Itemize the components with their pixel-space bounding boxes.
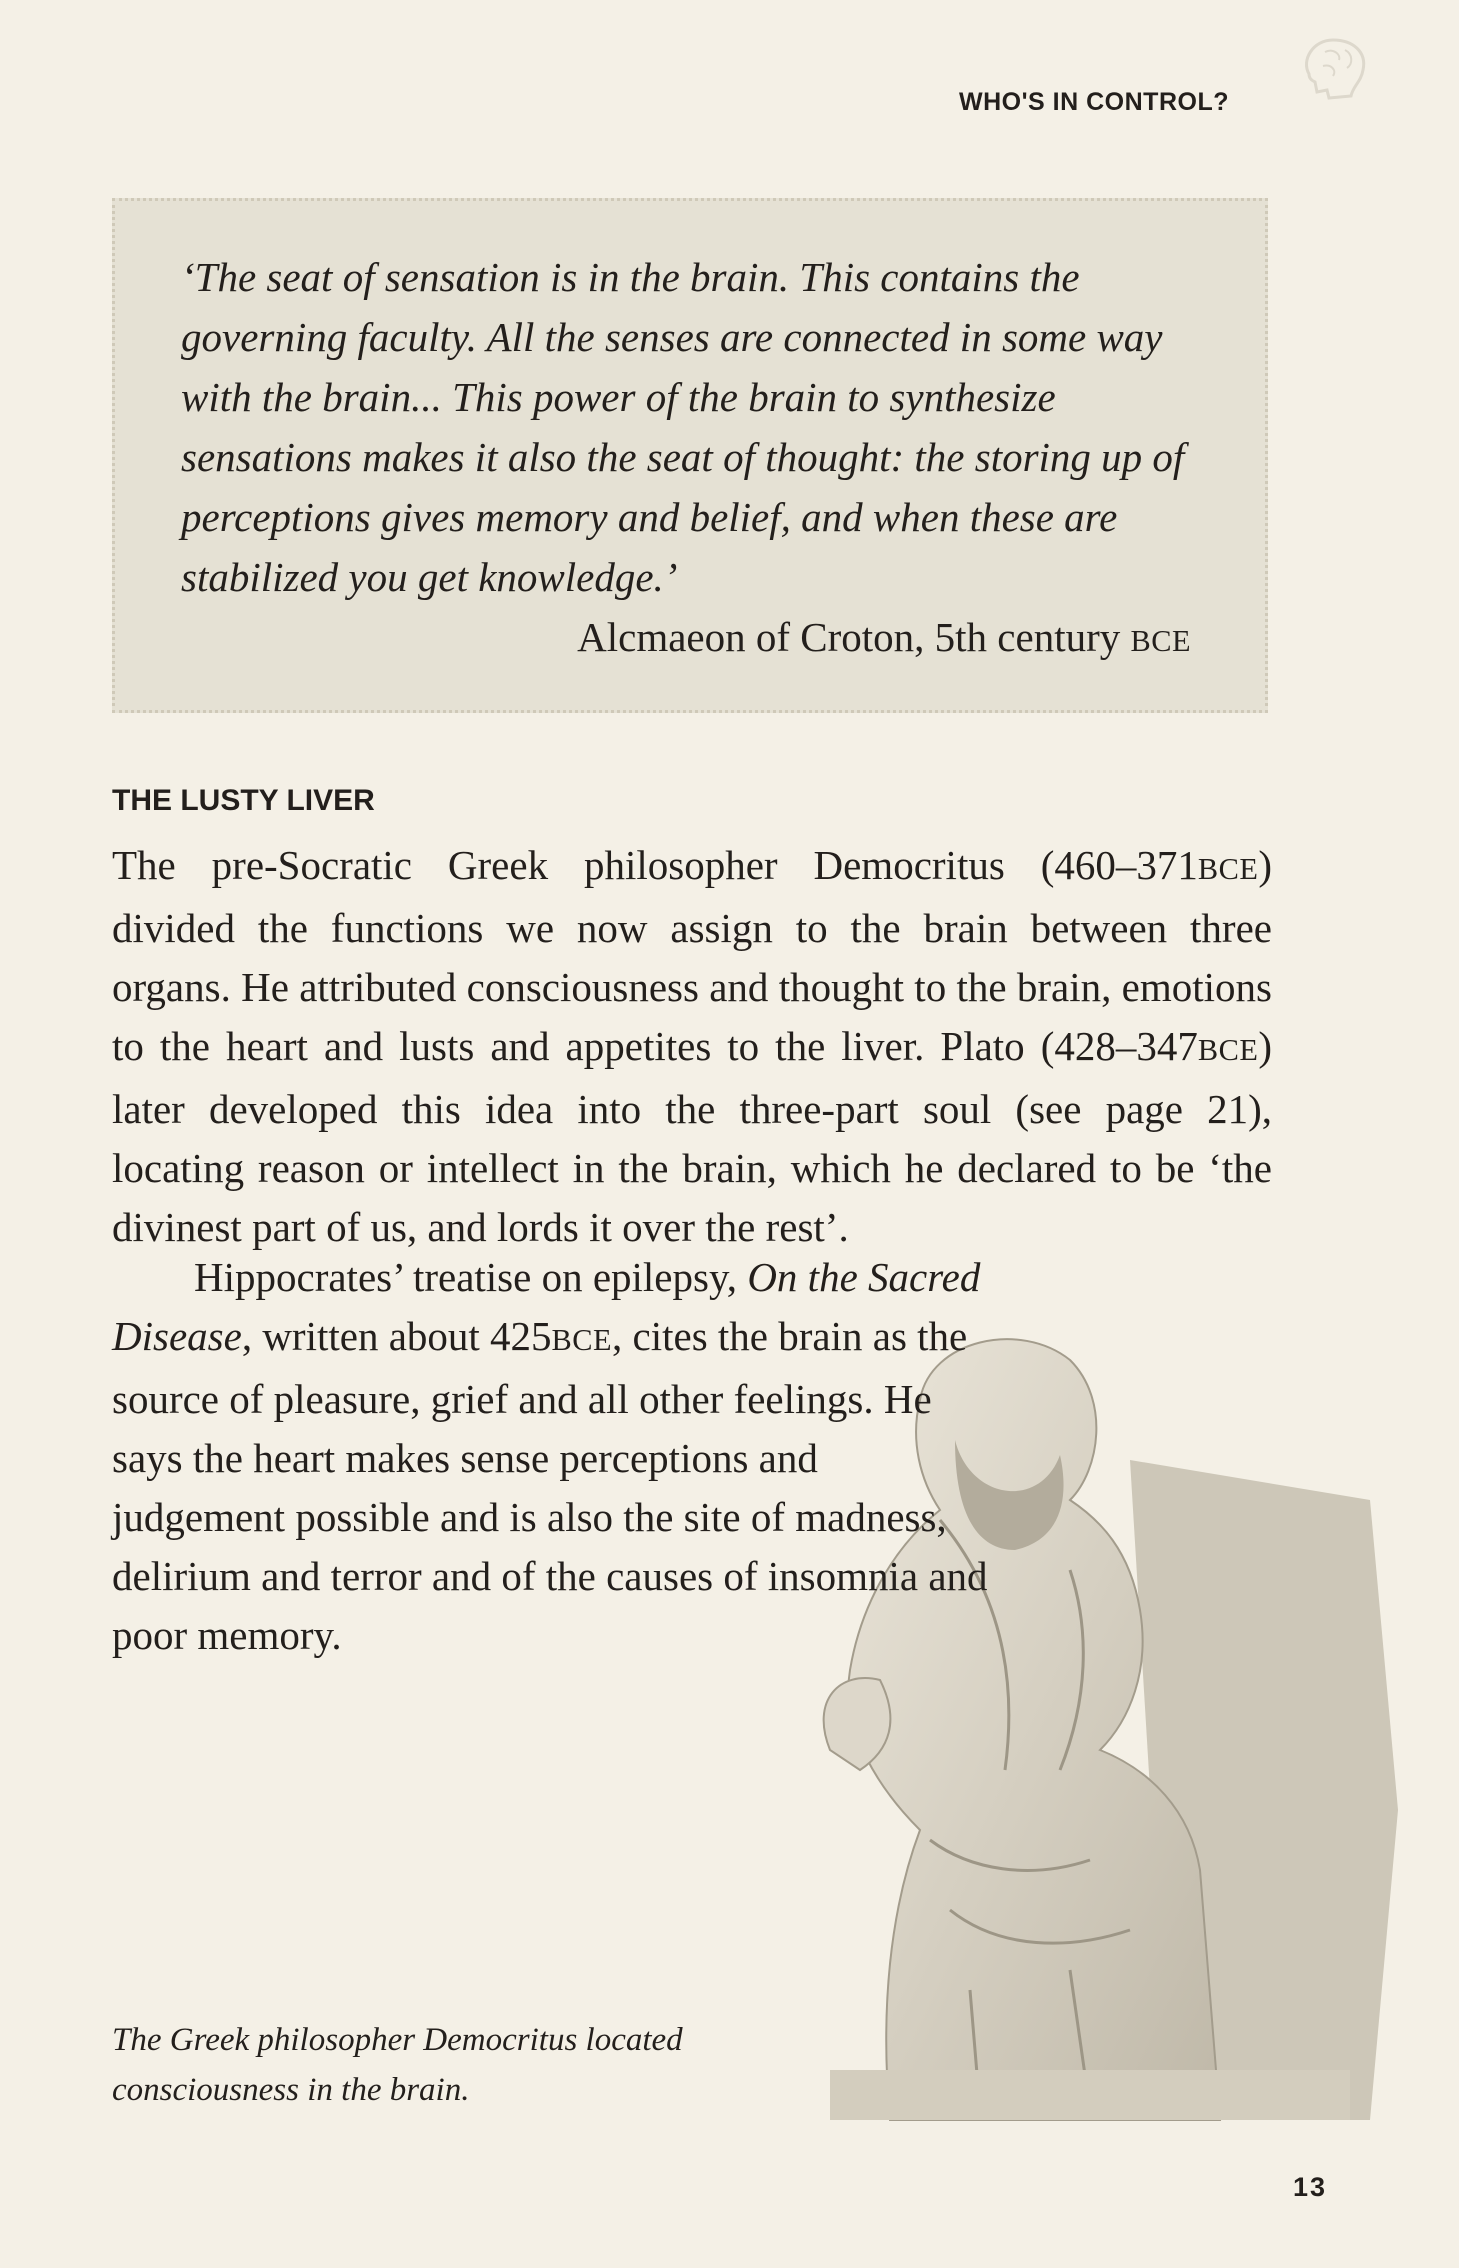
pull-quote-box [112, 198, 1268, 713]
era-label: BCE [551, 1323, 613, 1357]
era-label: BCE [1197, 1033, 1259, 1067]
para1-text-b: ) divided the functions we now assign to the brain between three organs. He attributed consciousness and thought to the brain, emotions to the heart and lusts and appetites to the liver. Plato (428–347 [112, 842, 1272, 1069]
para1-text-c: ) later developed this idea into the three-part soul (see page 21), locating reason or intellect in the brain, which he declared to be ‘the divinest part of us, and lords it over the rest’. [112, 1023, 1272, 1250]
era-label: BCE [1197, 852, 1259, 886]
para2-text-b: , written about 425 [241, 1313, 552, 1359]
para1-text-a: The pre-Socratic Greek philosopher Democritus (460–371 [112, 842, 1198, 888]
section-heading: THE LUSTY LIVER [112, 784, 375, 817]
pull-quote-text: ‘The seat of sensation is in the brain. This contains the governing faculty. All the senses are connected in some way with the brain... This power of the brain to synthesize sensations makes it also the seat of thought: the storing up of perceptions gives memory and belief, and when these are stabilized you get knowledge.’ [181, 254, 1185, 600]
body-paragraph [112, 1248, 992, 1665]
para2-text-a: Hippocrates’ treatise on epilepsy, [194, 1254, 748, 1300]
body-paragraph [112, 836, 1272, 1257]
running-head: WHO'S IN CONTROL? [959, 88, 1229, 116]
para2-text-c: , cites the brain as the source of pleasure, grief and all other feelings. He says the heart makes sense perceptions and judgement possible and is also the site of madness, delirium and terror and of the causes of insomnia and poor memory. [112, 1313, 988, 1658]
attribution-era: BCE [1130, 624, 1191, 658]
attribution-source: Alcmaeon of Croton, 5th century [577, 614, 1121, 660]
brain-icon [1295, 30, 1375, 110]
book-title: On the Sacred Disease [112, 1254, 981, 1359]
page-number: 13 [1292, 2172, 1327, 2202]
figure-caption: The Greek philosopher Democritus located consciousness in the brain. [112, 2022, 683, 2108]
pull-quote-attribution [181, 607, 1205, 671]
